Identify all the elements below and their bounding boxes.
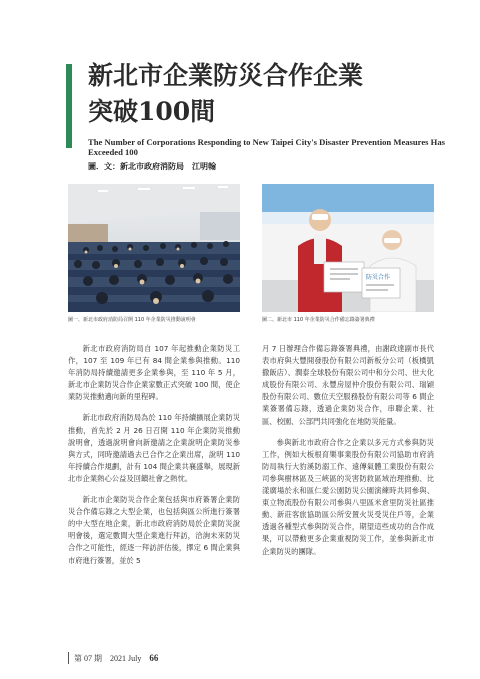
english-subtitle: The Number of Corporations Responding to New Taipei City's Disaster Prevention Measures Has Exceeded 100 xyxy=(88,137,445,157)
photo-meeting-hall xyxy=(68,184,240,312)
issue-number: 第 07 期 xyxy=(74,654,102,663)
issue-date: 2021 July xyxy=(110,654,142,663)
page-footer xyxy=(74,652,158,665)
paragraph: 新北市政府消防局自 107 年起推動企業防災工作，107 至 109 年已有 84 間企業參與推動。110 年消防局持續邀請更多企業參與，至 110 年 5 月，新北市企業防災合作企業家數正式突破 100 間，使企業防災推動邁向新的里程碑。 xyxy=(68,344,240,402)
signing-ceremony-illustration xyxy=(262,184,434,312)
page-number: 66 xyxy=(149,653,159,663)
title-line-1: 新北市企業防災合作企業 xyxy=(88,61,364,90)
body-column-left xyxy=(68,343,240,576)
paragraph: 參與新北市政府合作之企業以多元方式參與防災工作，例如大板根育樂事業股份有限公司協助市府消防局執行大豹溪防溺工作、遠傳氣體工業股份有限公司參與樹林區及三峽區的災害防救區域治理推動、比漾廣場於永和區仁愛公園防災公園演練時共同參與、東立物流股份有限公司參與八里區米倉里防災社區推動、新莊客旅協助區公所安置火災受災住戶等，企業透過各種型式參與防災合作，期望這些成功的合作成果，可以帶動更多企業重視防災工作，並參與新北市企業防災的團隊。 xyxy=(262,437,434,556)
paragraph: 新北市企業防災合作企業包括與市府簽署企業防災合作備忘錄之大型企業，也包括與區公所進行簽署的中大型在地企業，新北市政府消防局於企業防災說明會後，選定數間大型企業進行拜訪，洽詢未來防災合作之可能性，經逐一拜訪評估後，擇定 6 間企業與市府進行簽署，並於 5 xyxy=(68,495,240,565)
paragraph: 月 7 日辦理合作備忘錄簽署典禮，由謝政達副市長代表市府與大豐開發股份有限公司新板分公司（板橋凱撒飯店）、潤泰全球股份有限公司中和分公司、世大化成股份有限公司、永豐房屋仲介股份有限公司、瑞穎股份有限公司、數位天空服務股份有限公司等 6 間企業簽署備忘錄，透過企業防災合作，串聯企業、社區、校園、公部門共同強化在地防災能量。 xyxy=(262,344,434,426)
footer-divider xyxy=(68,652,69,664)
photo-signing-ceremony xyxy=(262,184,434,312)
author-credit: 圖．文：新北市政府消防局 江明翰 xyxy=(88,162,216,171)
title-accent-bar xyxy=(66,64,72,148)
title-line-2: 突破100間 xyxy=(88,97,216,126)
meeting-hall-illustration xyxy=(68,184,240,312)
article-title xyxy=(88,58,448,130)
body-column-right xyxy=(262,343,434,567)
figure-2-caption: 圖二、新北市 110 年企業防災合作備忘錄簽署典禮 xyxy=(262,317,375,323)
figure-1-caption: 圖一、新北市政府消防局召開 110 年企業防災推動說明會 xyxy=(68,317,196,323)
board-text: 防災合作 xyxy=(366,274,391,281)
paragraph: 新北市政府消防局為於 110 年持續擴展企業防災推動，首先於 2 月 26 日召開 110 年企業防災推動說明會，透過說明會向新邀請之企業說明企業防災參與方式，同時邀請過去已合作之企業出席，說明 110 年持續合作規劃，計有 104 間企業共襄盛舉，展現新北市企業熱心公益及回饋社會之熱忱。 xyxy=(68,413,240,483)
